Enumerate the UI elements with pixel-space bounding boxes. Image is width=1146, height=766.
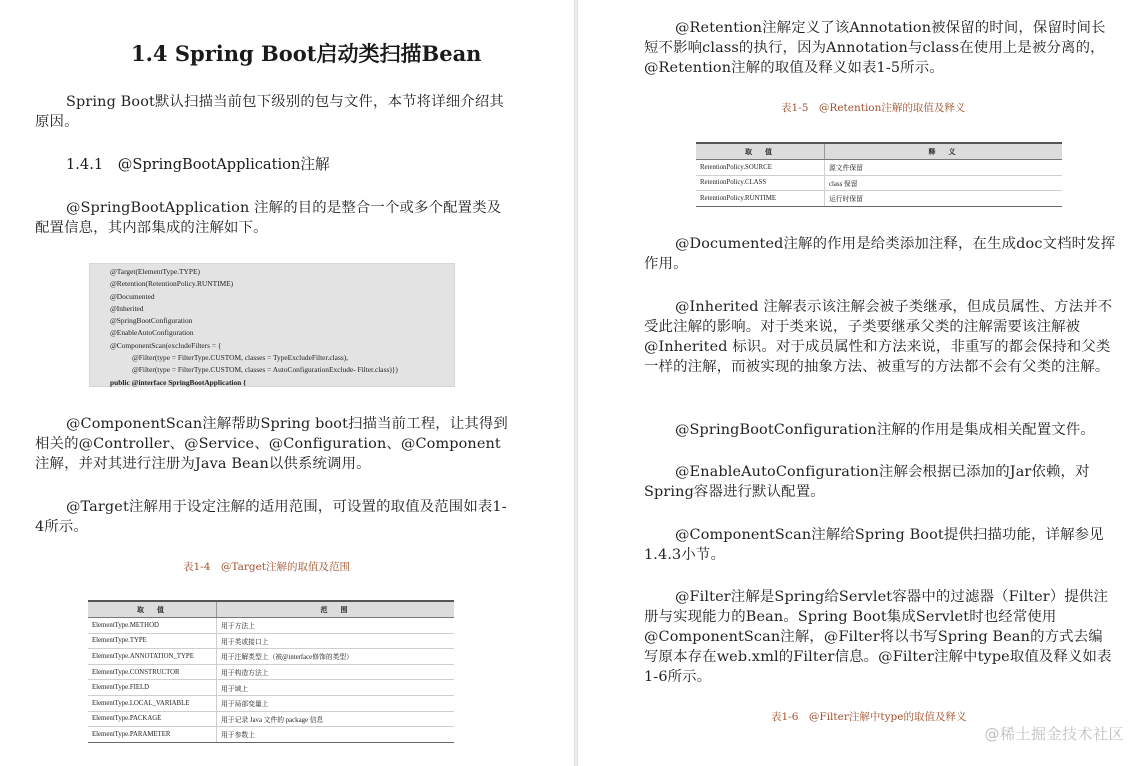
table-cell: RetentionPolicy.SOURCE bbox=[696, 160, 825, 176]
table-cell: 用于局部变量上 bbox=[217, 695, 455, 711]
code-listing bbox=[89, 263, 455, 387]
table-row bbox=[696, 160, 1062, 176]
code-line: @EnableAutoConfiguration bbox=[110, 328, 194, 338]
table-row bbox=[88, 633, 454, 649]
table-header-cell: 范 围 bbox=[217, 601, 455, 618]
code-line: @Documented bbox=[110, 291, 155, 301]
code-line: @Target(ElementType.TYPE) bbox=[110, 267, 200, 276]
table-1-5-caption: 表1-5 @Retention注解的取值及释义 bbox=[781, 102, 966, 114]
table-header-row bbox=[696, 143, 1062, 160]
code-line: @Filter(type = FilterType.CUSTOM, classes = AutoConfigurationExclude- Filter.class)}) bbox=[132, 365, 398, 375]
springbootapplication-paragraph: @SpringBootApplication 注解的目的是整合一个或多个配置类及配置信息，其内部集成的注解如下。 bbox=[35, 200, 502, 236]
code-line: @ComponentScan(excludeFilters = { bbox=[110, 340, 222, 350]
table-cell: ElementType.LOCAL_VARIABLE bbox=[88, 695, 217, 711]
table-cell: 用于记录 Java 文件的 package 信息 bbox=[217, 711, 455, 727]
table-row bbox=[88, 727, 454, 743]
retention-table bbox=[696, 142, 1062, 207]
code-line: @Inherited bbox=[110, 303, 144, 313]
code-line: @Filter(type = FilterType.CUSTOM, classes = TypeExcludeFilter.class), bbox=[132, 353, 349, 363]
code-line: @Retention(RetentionPolicy.RUNTIME) bbox=[110, 279, 234, 289]
page-title: 1.4 Spring Boot启动类扫描Bean bbox=[131, 41, 482, 66]
table-1-6-caption: 表1-6 @Filter注解中type的取值及释义 bbox=[771, 711, 967, 723]
target-paragraph: @Target注解用于设定注解的适用范围，可设置的取值及范围如表1-4所示。 bbox=[35, 499, 507, 535]
retention-paragraph: @Retention注解定义了该Annotation被保留的时间，保留时间长短不影响class的执行，因为Annotation与class在使用上是被分离的，@Retention注解的取值及释义如表1-5所示。 bbox=[644, 20, 1106, 76]
componentscan-paragraph-right: @ComponentScan注解给Spring Boot提供扫描功能，详解参见1.4.3小节。 bbox=[644, 527, 1104, 563]
componentscan-paragraph: @ComponentScan注解帮助Spring boot扫描当前工程，让其得到相关的@Controller、@Service、@Configuration、@Component注解，并对其进行注册为Java Bean以供系统调用。 bbox=[35, 416, 508, 472]
springbootconfiguration-paragraph: @SpringBootConfiguration注解的作用是集成相关配置文件。 bbox=[675, 422, 1095, 438]
table-row bbox=[88, 649, 454, 665]
code-line: public @interface SpringBootApplication { bbox=[110, 377, 247, 387]
table-cell: ElementType.ANNOTATION_TYPE bbox=[88, 649, 217, 665]
target-table bbox=[88, 600, 454, 743]
right-page bbox=[578, 0, 1146, 766]
table-cell: ElementType.FIELD bbox=[88, 680, 217, 696]
filter-paragraph: @Filter注解是Spring给Servlet容器中的过滤器（Filter）提供注册与实现能力的Bean。Spring Boot集成Servlet时也经常使用@ComponentScan注解，@Filter将以书写Spring Bean的方式去编写原本存在web.xml的Filter信息。@Filter注解中type取值及释义如表1-6所示。 bbox=[644, 589, 1112, 685]
table-row bbox=[88, 695, 454, 711]
enableautoconfiguration-paragraph: @EnableAutoConfiguration注解会根据已添加的Jar依赖，对Spring容器进行默认配置。 bbox=[644, 464, 1090, 500]
table-row bbox=[696, 175, 1062, 191]
table-header-cell: 取 值 bbox=[696, 143, 825, 160]
table-row bbox=[696, 191, 1062, 207]
table-cell: ElementType.CONSTRUCTOR bbox=[88, 664, 217, 680]
table-cell: ElementType.PARAMETER bbox=[88, 727, 217, 743]
table-row bbox=[88, 618, 454, 634]
table-cell: 用于参数上 bbox=[217, 727, 455, 743]
table-cell: 用于注解类型上（被@interface修饰的类型） bbox=[217, 649, 455, 665]
table-cell: 用于构造方法上 bbox=[217, 664, 455, 680]
table-cell: ElementType.PACKAGE bbox=[88, 711, 217, 727]
table-cell: RetentionPolicy.CLASS bbox=[696, 175, 825, 191]
table-header-cell: 释 义 bbox=[825, 143, 1063, 160]
table-cell: ElementType.METHOD bbox=[88, 618, 217, 634]
table-header-row bbox=[88, 601, 454, 618]
table-row bbox=[88, 664, 454, 680]
table-cell: ElementType.TYPE bbox=[88, 633, 217, 649]
table-cell: RetentionPolicy.RUNTIME bbox=[696, 191, 825, 207]
section-heading: 1.4.1 @SpringBootApplication注解 bbox=[66, 156, 330, 173]
table-cell: 源文件保留 bbox=[825, 160, 1063, 176]
table-row bbox=[88, 680, 454, 696]
table-cell: 运行时保留 bbox=[825, 191, 1063, 207]
table-cell: class 保留 bbox=[825, 175, 1063, 191]
table-cell: 用于域上 bbox=[217, 680, 455, 696]
code-line: @SpringBootConfiguration bbox=[110, 316, 193, 326]
intro-paragraph: Spring Boot默认扫描当前包下级别的包与文件，本节将详细介绍其原因。 bbox=[35, 94, 504, 130]
table-row bbox=[88, 711, 454, 727]
table-cell: 用于类或接口上 bbox=[217, 633, 455, 649]
documented-paragraph: @Documented注解的作用是给类添加注释，在生成doc文档时发挥作用。 bbox=[644, 236, 1116, 272]
table-1-4-caption: 表1-4 @Target注解的取值及范围 bbox=[183, 561, 351, 573]
table-header-cell: 取 值 bbox=[88, 601, 217, 618]
table-cell: 用于方法上 bbox=[217, 618, 455, 634]
inherited-paragraph: @Inherited 注解表示该注解会被子类继承，但成员属性、方法并不受此注解的影响。对于类来说，子类要继承父类的注解需要该注解被@Inherited 标识。对于成员属性和方法来说，非重写的都会保持和父类一样的注解，而被实现的抽象方法、被重写的方法都不会有父类的注解。 bbox=[644, 299, 1113, 375]
watermark: @稀土掘金技术社区 bbox=[984, 725, 1124, 743]
